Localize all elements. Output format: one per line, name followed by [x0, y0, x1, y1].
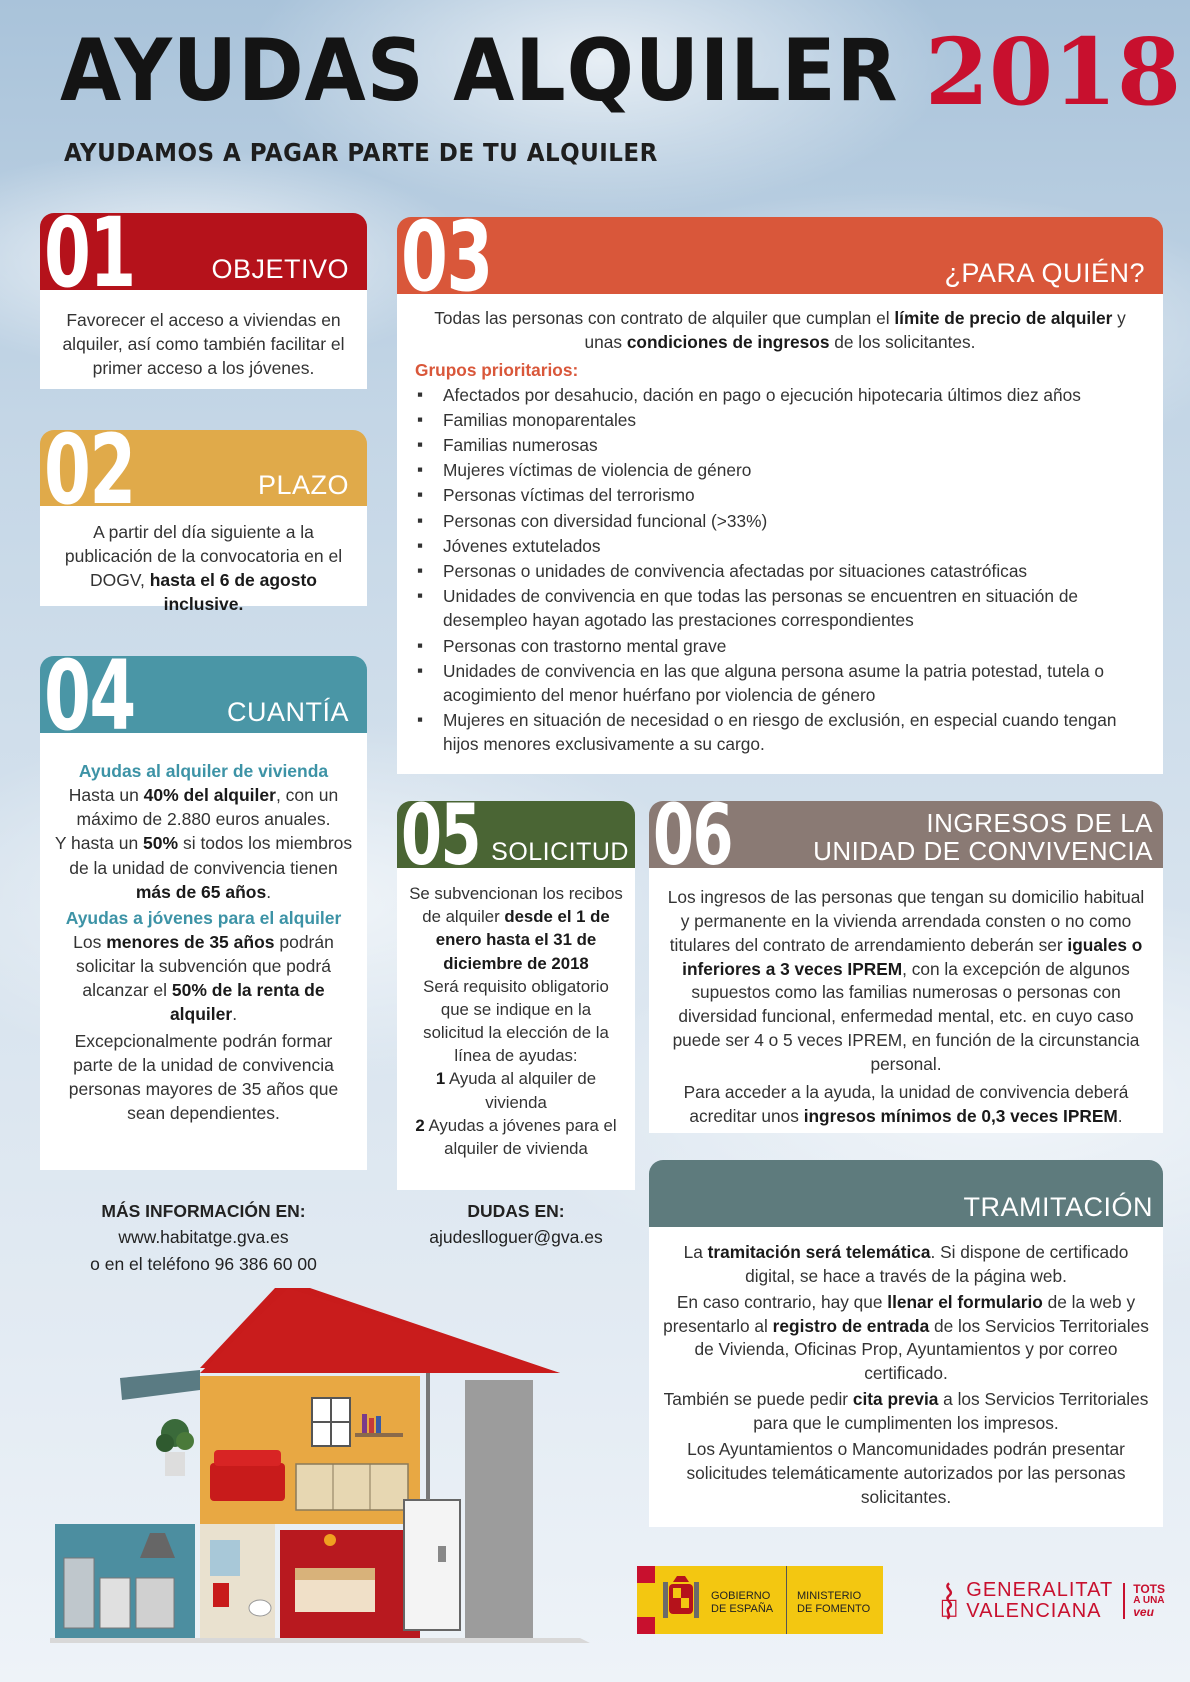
- ministerio-label: MINISTERIO DE FOMENTO: [797, 1590, 871, 1615]
- generalitat-wordmark: GENERALITAT VALENCIANA: [966, 1579, 1114, 1622]
- section-number: 03: [401, 217, 492, 294]
- section-title: SOLICITUD: [491, 838, 629, 866]
- section-number: 06: [653, 801, 732, 868]
- tots-a-una-veu: TOTS A UNA veu: [1123, 1583, 1165, 1619]
- solicitud-option: 2 Ayudas a jóvenes para el alquiler de vivienda: [415, 1115, 617, 1158]
- generalitat-logo: [940, 1566, 1165, 1636]
- section-03-header: [397, 217, 1163, 294]
- cuantia-paragraph: Hasta un 40% del alquiler, con un máximo de 2.880 euros anuales.: [68, 785, 339, 830]
- tramitacion-paragraph: Los Ayuntamientos o Mancomunidades podrán presentar solicitudes telemáticamente autorizados por las personas solicitantes.: [686, 1438, 1126, 1507]
- priority-group-item: ▪ Unidades de convivencia en las que alguna persona asume la patria potestad, tutela o acogimiento del menor huérfano por violencia de género: [415, 659, 1145, 707]
- section-05-body: [397, 868, 635, 1190]
- cuantia-paragraph: Y hasta un 50% si todos los miembros de la unidad de convivencia tienen más de 65 años.: [54, 833, 353, 902]
- cuantia-heading-vivienda: Ayudas al alquiler de vivienda: [78, 761, 329, 781]
- section-title: OBJETIVO: [211, 253, 349, 284]
- section-06-body: [649, 868, 1163, 1133]
- tramitacion-paragraph: En caso contrario, hay que llenar el formulario de la web y presentarlo al registro de entrada de los Servicios Territoriales de Vivienda, Oficinas Prop, Ayuntamientos y por correo certificado.: [663, 1291, 1149, 1384]
- section-01-body: [40, 290, 367, 389]
- objetivo-text: Favorecer el acceso a viviendas en alquiler, así como también facilitar el primer acceso a los jóvenes.: [62, 310, 345, 379]
- section-04-body: [40, 733, 367, 1170]
- section-title: ¿PARA QUIÉN?: [944, 257, 1145, 288]
- email-link[interactable]: ajudeslloguer@gva.es: [429, 1227, 603, 1248]
- generalitat-crest-icon: [940, 1570, 958, 1632]
- groups-label: Grupos prioritarios:: [415, 360, 579, 381]
- tramitacion-header: [649, 1160, 1163, 1227]
- section-04-header: [40, 656, 367, 733]
- section-title: INGRESOS DE LA UNIDAD DE CONVIVENCIA: [813, 807, 1153, 866]
- section-05-header: [397, 801, 635, 868]
- gobierno-label: GOBIERNO DE ESPAÑA: [707, 1566, 787, 1634]
- more-info-heading: MÁS INFORMACIÓN EN:: [101, 1201, 306, 1221]
- more-info-block: [40, 1198, 367, 1277]
- gobierno-espana-logo: [637, 1566, 883, 1634]
- priority-group-item: ▪ Familias monoparentales: [415, 408, 1145, 432]
- priority-group-item: ▪ Personas o unidades de convivencia afectadas por situaciones catastróficas: [415, 559, 1145, 583]
- cuantia-heading-jovenes: Ayudas a jóvenes para el alquiler: [65, 907, 342, 928]
- section-06-header: [649, 801, 1163, 868]
- plazo-deadline: hasta el 6 de agosto inclusive.: [149, 570, 317, 615]
- tramitacion-body: [649, 1227, 1163, 1527]
- spain-flag-icon: [637, 1566, 655, 1634]
- ingresos-paragraph: Los ingresos de las personas que tengan su domicilio habitual y permanente en la vivienda arrendada consten o no como titulares del contrato de arrendamiento deberán ser iguales o inferiores a 3 veces IPREM, con la excepción de algunos supuestos como las familias numerosas o personas con diversidad funcional, enfermedad mental, etc. en cuyo caso puede ser 4 o 5 veces IPREM, en función de la circunstancia personal.: [667, 887, 1145, 1075]
- priority-group-item: ▪ Mujeres víctimas de violencia de género: [415, 458, 1145, 482]
- coat-of-arms-icon: [655, 1566, 707, 1634]
- priority-group-item: ▪ Familias numerosas: [415, 433, 1145, 457]
- priority-group-item: ▪ Personas con trastorno mental grave: [415, 634, 1145, 658]
- cuantia-paragraph: Los menores de 35 años podrán solicitar la subvención que podrá alcanzar el 50% de la renta de alquiler.: [73, 931, 334, 1025]
- priority-group-item: ▪ Mujeres en situación de necesidad o en riesgo de exclusión, en especial cuando tengan hijos menores exclusivamente a su cargo.: [415, 708, 1145, 756]
- solicitud-option: 1 Ayuda al alquiler de vivienda: [435, 1069, 597, 1112]
- tramitacion-paragraph: La tramitación será telemática. Si dispone de certificado digital, se hace a través de la página web.: [683, 1242, 1129, 1286]
- page-subtitle: AYUDAMOS A PAGAR PARTE DE TU ALQUILER: [64, 138, 658, 167]
- section-number: 02: [44, 430, 135, 506]
- section-number: 05: [401, 801, 480, 868]
- phone-text: o en el teléfono 96 386 60 00: [90, 1253, 317, 1274]
- priority-group-item: ▪ Personas víctimas del terrorismo: [415, 483, 1145, 507]
- section-02-body: [40, 506, 367, 615]
- priority-group-item: ▪ Afectados por desahucio, dación en pago o ejecución hipotecaria últimos diez años: [415, 383, 1145, 407]
- priority-group-item: ▪ Jóvenes extutelados: [415, 534, 1145, 558]
- section-01-header: [40, 213, 367, 290]
- solicitud-paragraph: Será requisito obligatorio que se indique en la solicitud la elección de la línea de ayudas:: [423, 976, 609, 1066]
- ingresos-paragraph: Para acceder a la ayuda, la unidad de convivencia deberá acreditar unos ingresos mínimos de 0,3 veces IPREM.: [683, 1081, 1129, 1126]
- doubts-heading: DUDAS EN:: [467, 1201, 565, 1221]
- section-title: TRAMITACIÓN: [963, 1191, 1153, 1222]
- priority-group-item: ▪ Unidades de convivencia en que todas las personas se encuentren en situación de desempleo hayan agotado las prestaciones correspondientes: [415, 584, 1145, 632]
- section-number: 04: [44, 656, 135, 733]
- para-quien-intro: Todas las personas con contrato de alquiler que cumplan el límite de precio de alquiler y unas condiciones de ingresos de los solicitantes.: [434, 308, 1126, 353]
- doubts-block: [397, 1198, 635, 1251]
- cuantia-paragraph: Excepcionalmente podrán formar parte de la unidad de convivencia personas mayores de 35 años que sean dependientes.: [68, 1030, 339, 1123]
- section-number: 01: [44, 213, 135, 290]
- section-title: CUANTÍA: [226, 696, 349, 727]
- priority-group-item: ▪ Personas con diversidad funcional (>33%): [415, 509, 1145, 533]
- plazo-text: A partir del día siguiente a la publicación de la convocatoria en el DOGV,: [64, 522, 343, 591]
- priority-groups-list: [415, 383, 1145, 757]
- section-03-body: [397, 294, 1163, 774]
- tramitacion-paragraph: También se puede pedir cita previa a los Servicios Territoriales para que le cumplimenten los impresos.: [663, 1389, 1149, 1434]
- website-link[interactable]: www.habitatge.gva.es: [118, 1227, 289, 1248]
- page-title: AYUDAS ALQUILER: [60, 21, 899, 121]
- solicitud-paragraph: Se subvencionan los recibos de alquiler desde el 1 de enero hasta el 31 de diciembre de 2018: [409, 884, 623, 973]
- section-02-header: [40, 430, 367, 506]
- year-label: 2018: [925, 18, 1182, 126]
- house-illustration: [50, 1278, 630, 1648]
- section-title: PLAZO: [257, 469, 349, 500]
